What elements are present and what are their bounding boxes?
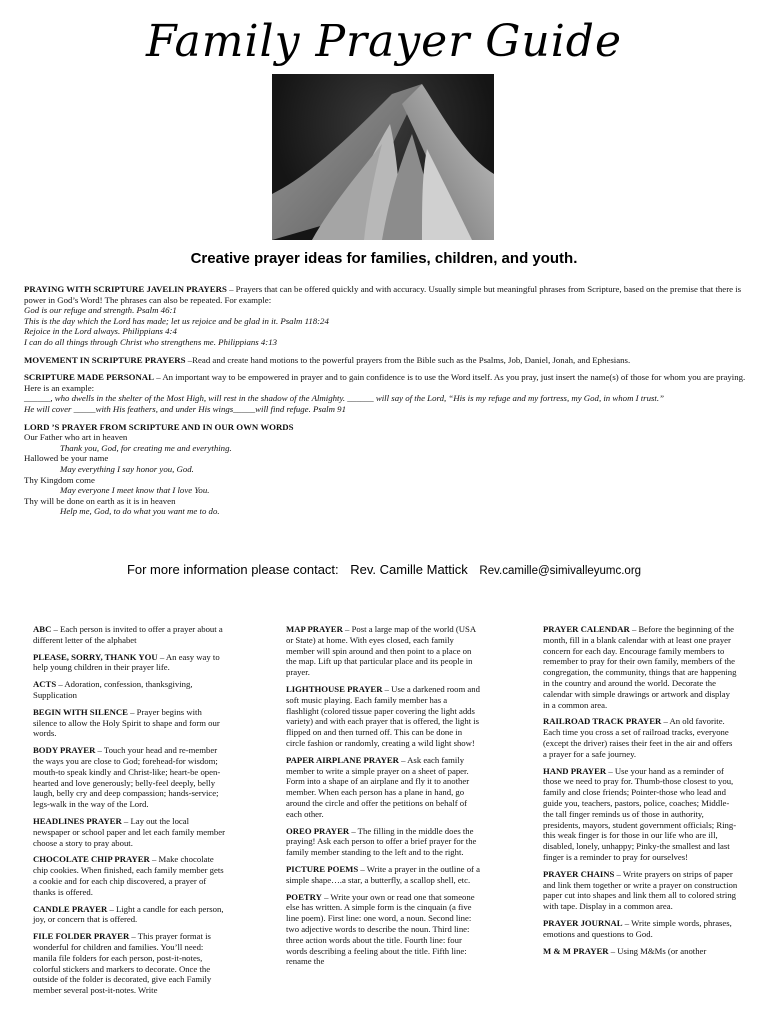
prayer-idea-text: – This prayer format is wonderful for children and families. You’ll need: manila file folders for each person, post-it-notes, colorful stickers and markers to decorate. Once the outside of the folder is decorated, give each Family member several post-it-notes. Write — [33, 931, 212, 996]
prayer-idea-heading: HAND PRAYER — [543, 765, 607, 776]
prayer-idea-text: – Prayer begins with silence to allow the Holy Spirit to shape and form our words. — [33, 706, 220, 739]
prayer-idea-heading: POETRY — [286, 891, 322, 902]
prayer-idea-heading: CHOCOLATE CHIP PRAYER — [33, 854, 150, 865]
prayer-idea-text: – Write a prayer in the outline of a simple shape….a star, a butterfly, a scallop shell, etc. — [286, 863, 480, 885]
lords-line-own-words: Help me, God, to do what you want me to do. — [60, 506, 220, 517]
prayer-idea — [33, 624, 228, 646]
lords-prayer-heading: LORD ’S PRAYER FROM SCRIPTURE AND IN OUR OWN WORDS — [24, 421, 294, 432]
personal-text: – An important way to be empowered in prayer and to gain confidence is to use the Word itself. As you pray, just insert the name(s) of those for whom you are praying. Here is an example: — [24, 372, 746, 393]
prayer-idea — [286, 864, 481, 886]
javelin-line: I can do all things through Christ who strengthens me. Philippians 4:13 — [24, 336, 277, 347]
prayer-idea — [543, 766, 738, 863]
prayer-idea-text: – An easy way to help young children in their prayer life. — [33, 651, 220, 673]
lords-line: Hallowed be your name — [24, 453, 109, 464]
prayer-idea-text: – Touch your head and re-member the ways you are close to God; forehead-for wisdom; mouth-to speak kindly and Christ-like; heart-be open-hearted and love generously; belly-feel deeply, belly laugh, belly cry and deep compassion; hands-service; legs-walk in the way of the Lord. — [33, 745, 221, 810]
prayer-idea — [543, 918, 738, 940]
prayer-idea-text: – Lay out the local newspaper or school paper and let each family member choose a story to pray about. — [33, 815, 226, 848]
praying-hands-photo — [272, 74, 494, 240]
contact-label: For more information please contact: — [126, 562, 339, 577]
prayer-idea-heading: RAILROAD TRACK PRAYER — [543, 716, 662, 727]
prayer-idea — [543, 624, 738, 710]
prayer-idea — [33, 816, 228, 848]
prayer-idea-heading: PLEASE, SORRY, THANK YOU — [33, 651, 158, 662]
column-middle — [286, 624, 481, 973]
prayer-idea-heading: PRAYER CALENDAR — [543, 624, 630, 634]
prayer-idea-heading: FILE FOLDER PRAYER — [33, 931, 130, 942]
movement-section — [24, 355, 748, 366]
personal-line: ______, who dwells in the shelter of the Most High, will rest in the shadow of the Almighty. ______ will say of the Lord, “His is my refuge and my fortress, my God, in whom I trust.” — [24, 393, 664, 404]
prayer-idea-heading: M & M PRAYER — [543, 945, 609, 956]
intro-section — [24, 284, 748, 524]
lords-line-own-words: May everything I say honor you, God. — [60, 463, 194, 474]
prayer-idea — [286, 684, 481, 749]
lords-line-own-words: May everyone I meet know that I love You. — [60, 485, 210, 496]
prayer-idea — [33, 707, 228, 739]
prayer-idea-heading: PRAYER JOURNAL — [543, 917, 623, 928]
contact-email[interactable]: Rev.camille@simivalleyumc.org — [479, 565, 642, 577]
lords-line: Thy will be done on earth as it is in heaven — [24, 495, 176, 506]
prayer-idea-text: – Write prayers on strips of paper and link them together or write a prayer on construction paper cut into shapes and link them all to colored string with tape. Display in a common area. — [543, 868, 738, 912]
movement-heading: MOVEMENT IN SCRIPTURE PRAYERS — [24, 354, 186, 365]
javelin-heading: PRAYING WITH SCRIPTURE JAVELIN PRAYERS — [24, 284, 227, 294]
contact-line — [0, 562, 768, 577]
subtitle: Creative prayer ideas for families, children, and youth. — [190, 250, 578, 267]
praying-hands-illustration — [272, 74, 494, 240]
prayer-idea-text: – Light a candle for each person, joy, or concern that is offered. — [33, 903, 224, 925]
javelin-section — [24, 284, 748, 348]
prayer-idea-text: – Write simple words, phrases, emotions and questions to God. — [543, 917, 732, 939]
column-left — [33, 624, 228, 1002]
prayer-idea — [33, 679, 228, 701]
prayer-idea — [33, 652, 228, 674]
prayer-idea — [543, 946, 738, 957]
lords-prayer-section — [24, 422, 748, 517]
prayer-idea — [286, 624, 481, 678]
prayer-idea-heading: LIGHTHOUSE PRAYER — [286, 683, 383, 694]
javelin-line: This is the day which the Lord has made; let us rejoice and be glad in it. Psalm 118:24 — [24, 315, 329, 326]
prayer-idea-heading: CANDLE PRAYER — [33, 903, 108, 914]
prayer-idea — [543, 716, 738, 759]
lords-line-own-words: Thank you, God, for creating me and everything. — [60, 442, 232, 453]
movement-text: –Read and create hand motions to the powerful prayers from the Bible such as the Psalms, Job, Daniel, Jonah, and Ephesians. — [185, 354, 631, 365]
personal-line: He will cover _____with His feathers, and under His wings_____will find refuge. Psalm 91 — [24, 403, 346, 414]
prayer-idea — [33, 904, 228, 926]
prayer-idea — [33, 931, 228, 996]
prayer-idea-text: – The filling in the middle does the praying! Ask each person to offer a brief prayer for the family member standing to the left and to the right. — [286, 825, 477, 858]
prayer-idea-text: – Write your own or read one that someone else has written. A simple form is the cinquain (a five line poem). First line: one word, a noun. Second line: two adjective words to describe the noun. Third line: three action words about the title. Fourth line: four words describing a feeling about the title. Fifth line: rename the — [286, 891, 475, 967]
javelin-line: Rejoice in the Lord always. Philippians 4:4 — [24, 326, 177, 337]
prayer-idea-text: – Use your hand as a reminder of those we need to pray for. Thumb-those closest to you, family and close friends; Pointer-those who lead and guide you, teachers, pastors, police, coaches; Middle-the tall finger reminds us of those in authority, presidents, mayors, student government officials; Ring-this weak finger is for those in our life who are ill, disabled, lonely, unhappy; Pinky-the smallest and last finger is a reminder to pray for ourselves! — [543, 765, 737, 862]
prayer-idea-heading: MAP PRAYER — [286, 624, 343, 634]
prayer-idea — [543, 869, 738, 912]
prayer-idea-text: – Using M&Ms (or another — [608, 945, 707, 956]
personal-heading: SCRIPTURE MADE PERSONAL — [24, 372, 155, 383]
prayer-idea-text: – Adoration, confession, thanksgiving, Supplication — [33, 679, 193, 700]
prayer-idea-heading: PICTURE POEMS — [286, 863, 359, 874]
prayer-idea-text: – Post a large map of the world (USA or State) at home. With eyes closed, each family member will spin around and then point to a place on the map. Lift up that particular place and its people in prayer. — [286, 624, 476, 678]
javelin-line: God is our refuge and strength. Psalm 46:1 — [24, 305, 177, 316]
prayer-idea-heading: HEADLINES PRAYER — [33, 815, 122, 826]
prayer-idea — [33, 745, 228, 810]
personal-section — [24, 372, 748, 414]
prayer-idea-text: – Ask each family member to write a simple prayer on a sheet of paper. Form into a shape of an airplane and fly it to another member. When each person has a plane in hand, go around the circle and offer the petitions on behalf of each other. — [286, 754, 470, 819]
prayer-idea-heading: ABC — [33, 624, 52, 634]
prayer-idea — [286, 892, 481, 968]
prayer-idea-text: – Make chocolate chip cookies. When finished, each family member gets a cookie and for each chip discovered, a prayer of thanks is offered. — [33, 854, 224, 897]
prayer-idea-heading: PRAYER CHAINS — [543, 868, 615, 879]
contact-name: Rev. Camille Mattick — [350, 562, 468, 577]
prayer-idea-heading: BEGIN WITH SILENCE — [33, 706, 128, 717]
lords-line: Our Father who art in heaven — [24, 432, 128, 443]
prayer-idea-text: – Each person is invited to offer a prayer about a different letter of the alphabet — [33, 624, 223, 645]
prayer-idea-heading: OREO PRAYER — [286, 825, 350, 836]
prayer-idea-heading: BODY PRAYER — [33, 745, 96, 756]
prayer-idea-text: – Before the beginning of the month, fill in a blank calendar with at least one prayer concern for each day. Encourage family members to remember to pray for their own family, members of the congregation, the community, things that are happening in the country and around the world. Decorate the calendar with simple drawings or artwork and display in a common area. — [543, 624, 737, 710]
prayer-idea-heading: ACTS — [33, 679, 57, 690]
prayer-idea-text: – Use a darkened room and soft music playing. Each family member has a flashlight (colored tissue paper covering the light adds variety) and with each prayer that is offered, the light is flipped on and then turned off. This can be done in circle fashion or randomly, creating a wild light show! — [286, 683, 480, 748]
prayer-idea-text: – An old favorite. Each time you cross a set of railroad tracks, everyone (except the driver) raises their feet in the air and offers a prayer for a safe journey. — [543, 716, 733, 759]
javelin-text: – Prayers that can be offered quickly and with accuracy. Usually simple but meaningful phrases from Scripture, based on the premise that there is power in God’s Word! The phrases can also be repeated. For example: — [24, 284, 742, 305]
prayer-idea-heading: PAPER AIRPLANE PRAYER — [286, 754, 399, 765]
lords-line: Thy Kingdom come — [24, 474, 95, 485]
column-right — [543, 624, 738, 962]
document-title: Family Prayer Guide — [145, 16, 623, 67]
prayer-idea — [33, 854, 228, 897]
prayer-idea — [286, 826, 481, 858]
prayer-idea — [286, 755, 481, 820]
